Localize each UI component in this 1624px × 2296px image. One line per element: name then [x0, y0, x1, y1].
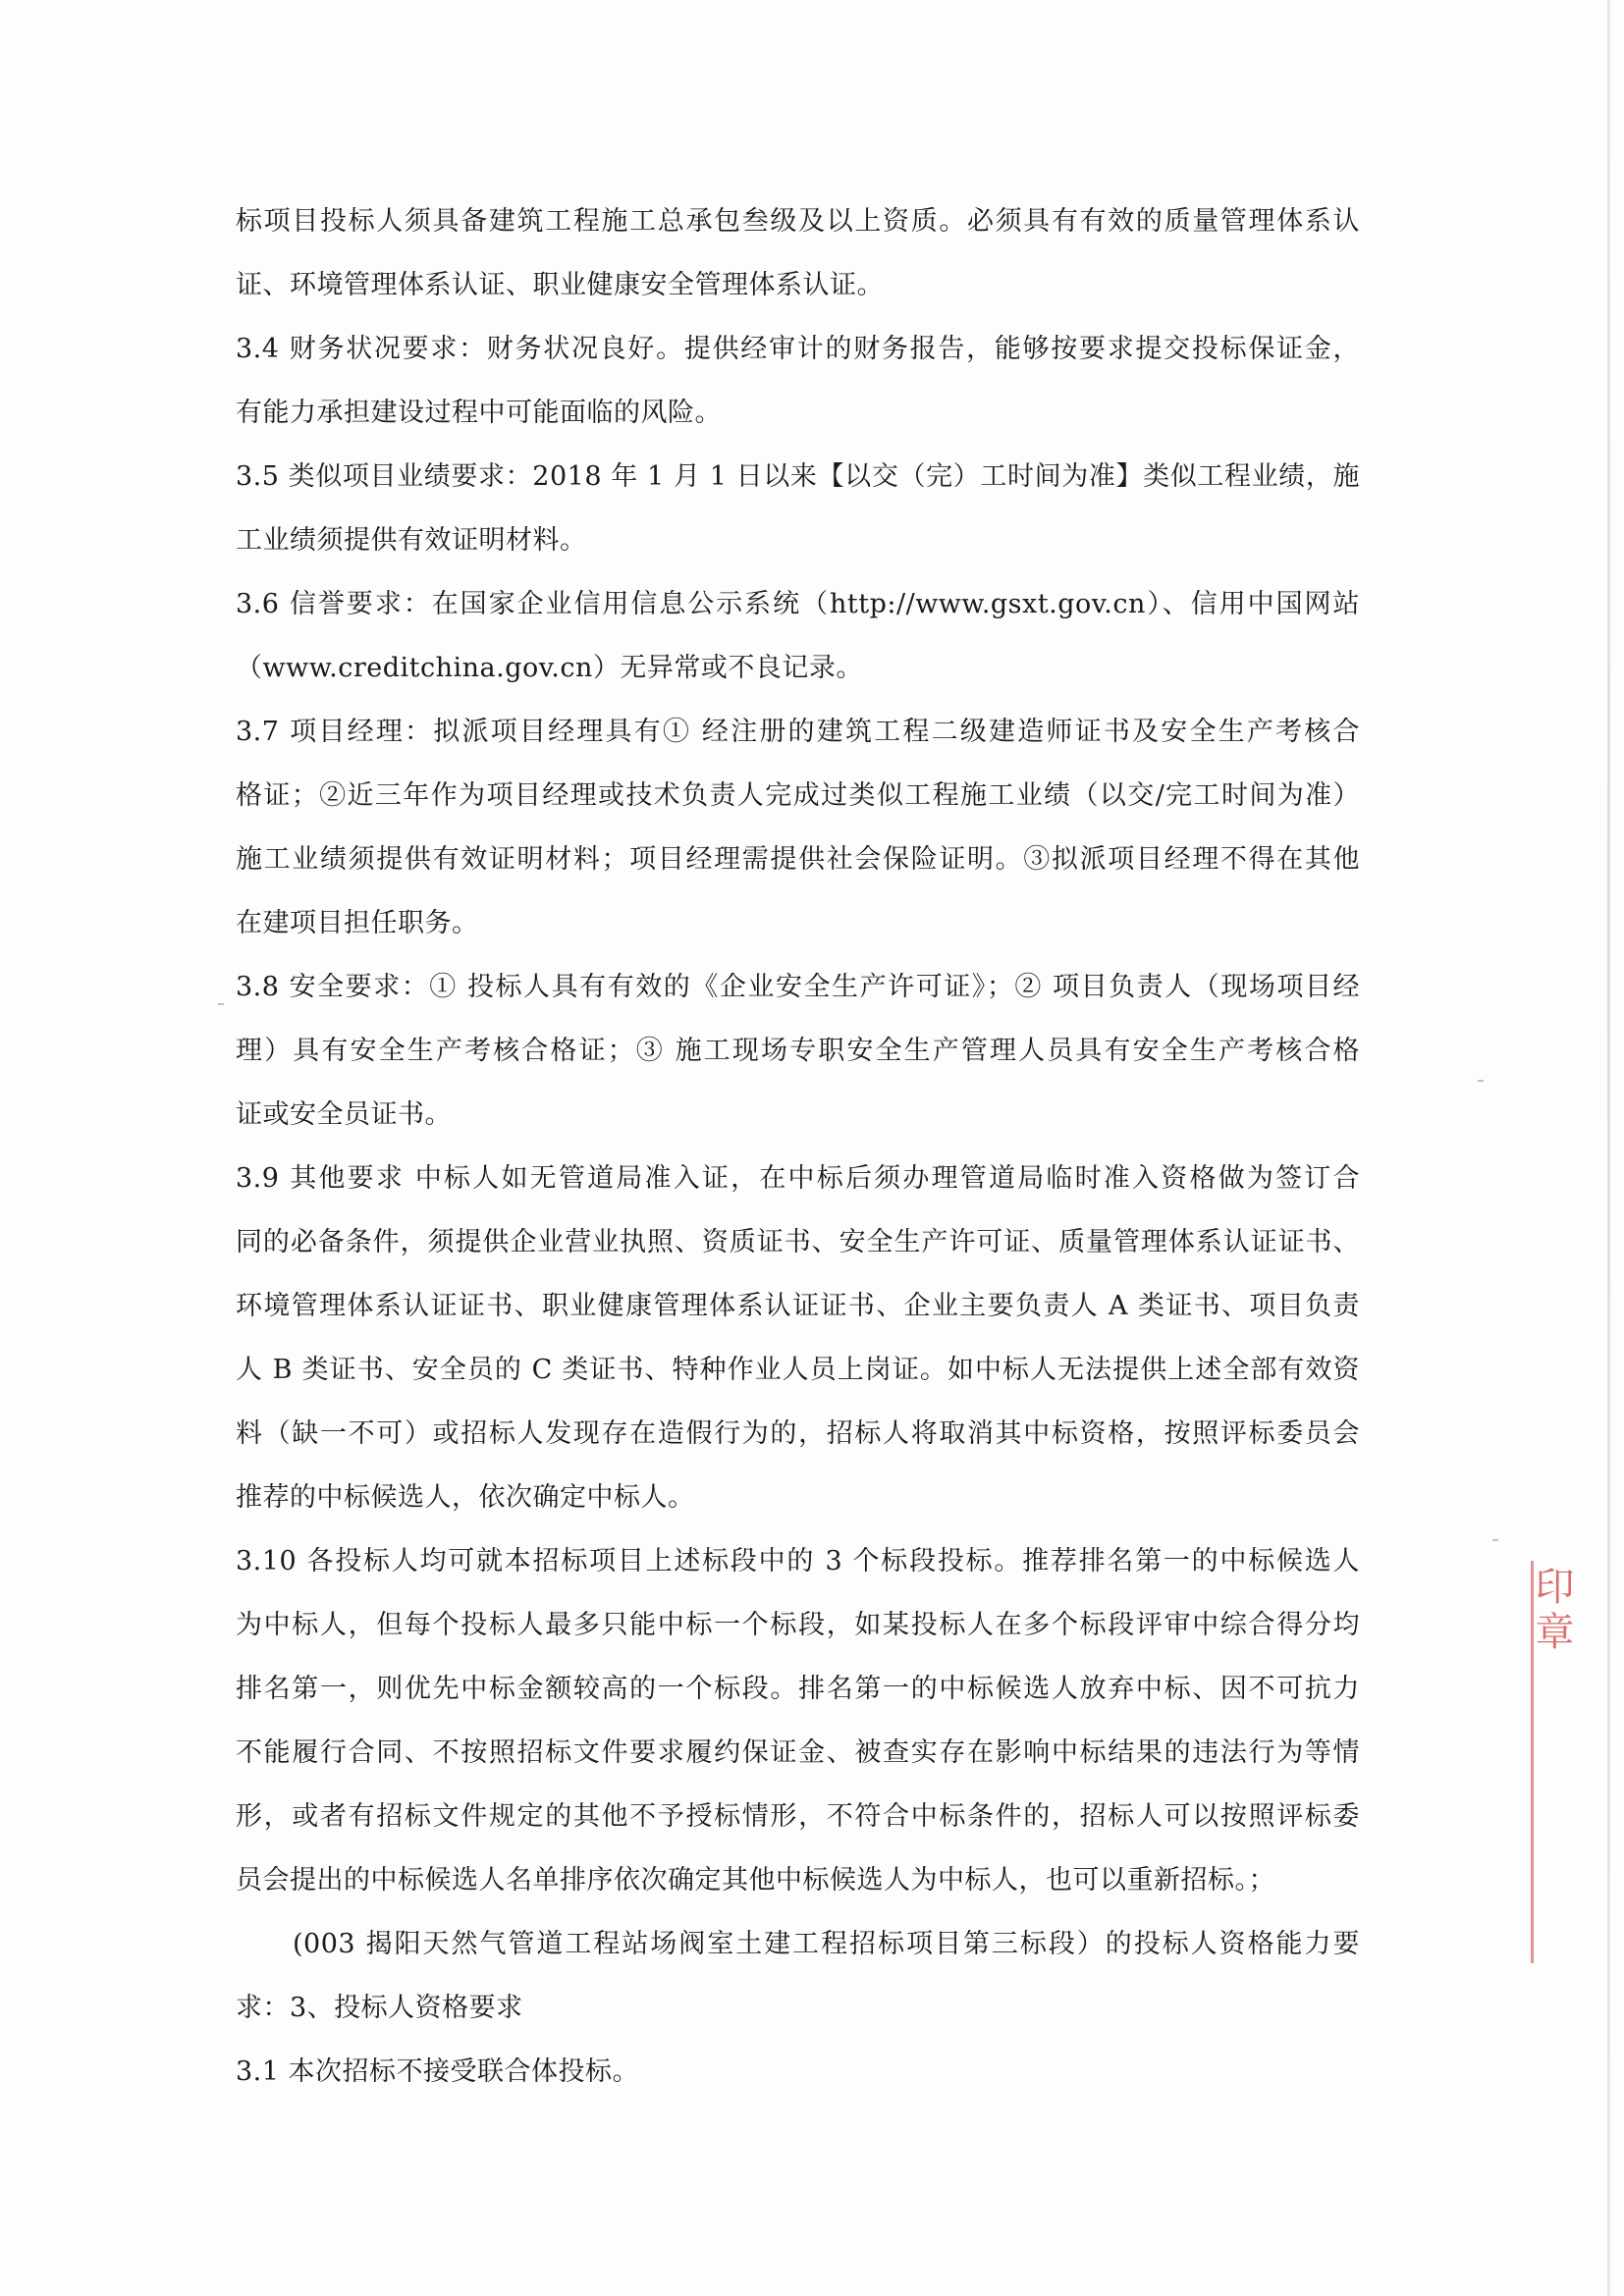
line-28: (003 揭阳天然气管道工程站场阀室土建工程招标项目第三标段）的投标人资格能力要	[293, 1929, 1360, 1959]
line-24: 排名第一，则优先中标金额较高的一个标段。排名第一的中标候选人放弃中标、因不可抗力	[236, 1674, 1360, 1704]
line-2: 证、环境管理体系认证、职业健康安全管理体系认证。	[236, 270, 884, 300]
line-23: 为中标人，但每个投标人最多只能中标一个标段，如某投标人在多个标段评审中综合得分均	[236, 1610, 1360, 1640]
line-27: 员会提出的中标候选人名单排序依次确定其他中标候选人为中标人，也可以重新招标。；	[236, 1865, 1275, 1896]
line-18: 环境管理体系认证证书、职业健康管理体系认证证书、企业主要负责人 A 类证书、项目负责	[236, 1291, 1360, 1321]
line-25: 不能履行合同、不按照招标文件要求履约保证金、被查实存在影响中标结果的违法行为等情	[236, 1737, 1360, 1768]
line-4: 有能力承担建设过程中可能面临的风险。	[236, 398, 722, 428]
line-19: 人 B 类证书、安全员的 C 类证书、特种作业人员上岗证。如中标人无法提供上述全部有效资	[236, 1355, 1360, 1385]
line-17: 同的必备条件，须提供企业营业执照、资质证书、安全生产许可证、质量管理体系认证证书、	[236, 1227, 1360, 1257]
line-5: 3.5 类似项目业绩要求：2018 年 1 月 1 日以来【以交（完）工时间为准】类似工程业绩，施	[236, 461, 1360, 492]
line-20: 料（缺一不可）或招标人发现存在造假行为的，招标人将取消其中标资格，按照评标委员会	[236, 1418, 1360, 1449]
line-7: 3.6 信誉要求：在国家企业信用信息公示系统（http://www.gsxt.gov.cn）、信用中国网站	[236, 589, 1360, 619]
line-13: 3.8 安全要求：① 投标人具有有效的《企业安全生产许可证》；② 项目负责人（现场项目经	[236, 972, 1360, 1002]
seal-stamp: 印章	[1529, 1566, 1574, 1656]
line-15: 证或安全员证书。	[236, 1099, 452, 1130]
line-10: 格证；②近三年作为项目经理或技术负责人完成过类似工程施工业绩（以交/完工时间为准）	[236, 780, 1360, 811]
scan-speck	[1492, 1539, 1498, 1541]
scan-speck	[1478, 1080, 1484, 1082]
line-6: 工业绩须提供有效证明材料。	[236, 525, 587, 556]
line-9: 3.7 项目经理：拟派项目经理具有① 经注册的建筑工程二级建造师证书及安全生产考核合	[236, 717, 1360, 747]
line-12: 在建项目担任职务。	[236, 908, 479, 938]
line-14: 理）具有安全生产考核合格证；③ 施工现场专职安全生产管理人员具有安全生产考核合格	[236, 1036, 1360, 1066]
line-21: 推荐的中标候选人，依次确定中标人。	[236, 1482, 695, 1513]
line-30: 3.1 本次招标不接受联合体投标。	[236, 2056, 640, 2087]
line-26: 形，或者有招标文件规定的其他不予授标情形，不符合中标条件的，招标人可以按照评标委	[236, 1801, 1360, 1832]
scan-speck	[218, 1003, 224, 1005]
line-8: （www.creditchina.gov.cn）无异常或不良记录。	[236, 653, 863, 683]
line-11: 施工业绩须提供有效证明材料；项目经理需提供社会保险证明。③拟派项目经理不得在其他	[236, 844, 1360, 875]
line-3: 3.4 财务状况要求：财务状况良好。提供经审计的财务报告，能够按要求提交投标保证金，	[236, 334, 1360, 364]
scan-edge-shadow	[1607, 0, 1610, 2296]
line-22: 3.10 各投标人均可就本招标项目上述标段中的 3 个标段投标。推荐排名第一的中标候选人	[236, 1546, 1360, 1576]
line-29: 求：3、投标人资格要求	[236, 1993, 523, 2023]
line-1: 标项目投标人须具备建筑工程施工总承包叁级及以上资质。必须具有有效的质量管理体系认	[236, 206, 1360, 237]
document-body	[236, 204, 1360, 2118]
line-16: 3.9 其他要求 中标人如无管道局准入证，在中标后须办理管道局临时准入资格做为签订合	[236, 1163, 1360, 1194]
